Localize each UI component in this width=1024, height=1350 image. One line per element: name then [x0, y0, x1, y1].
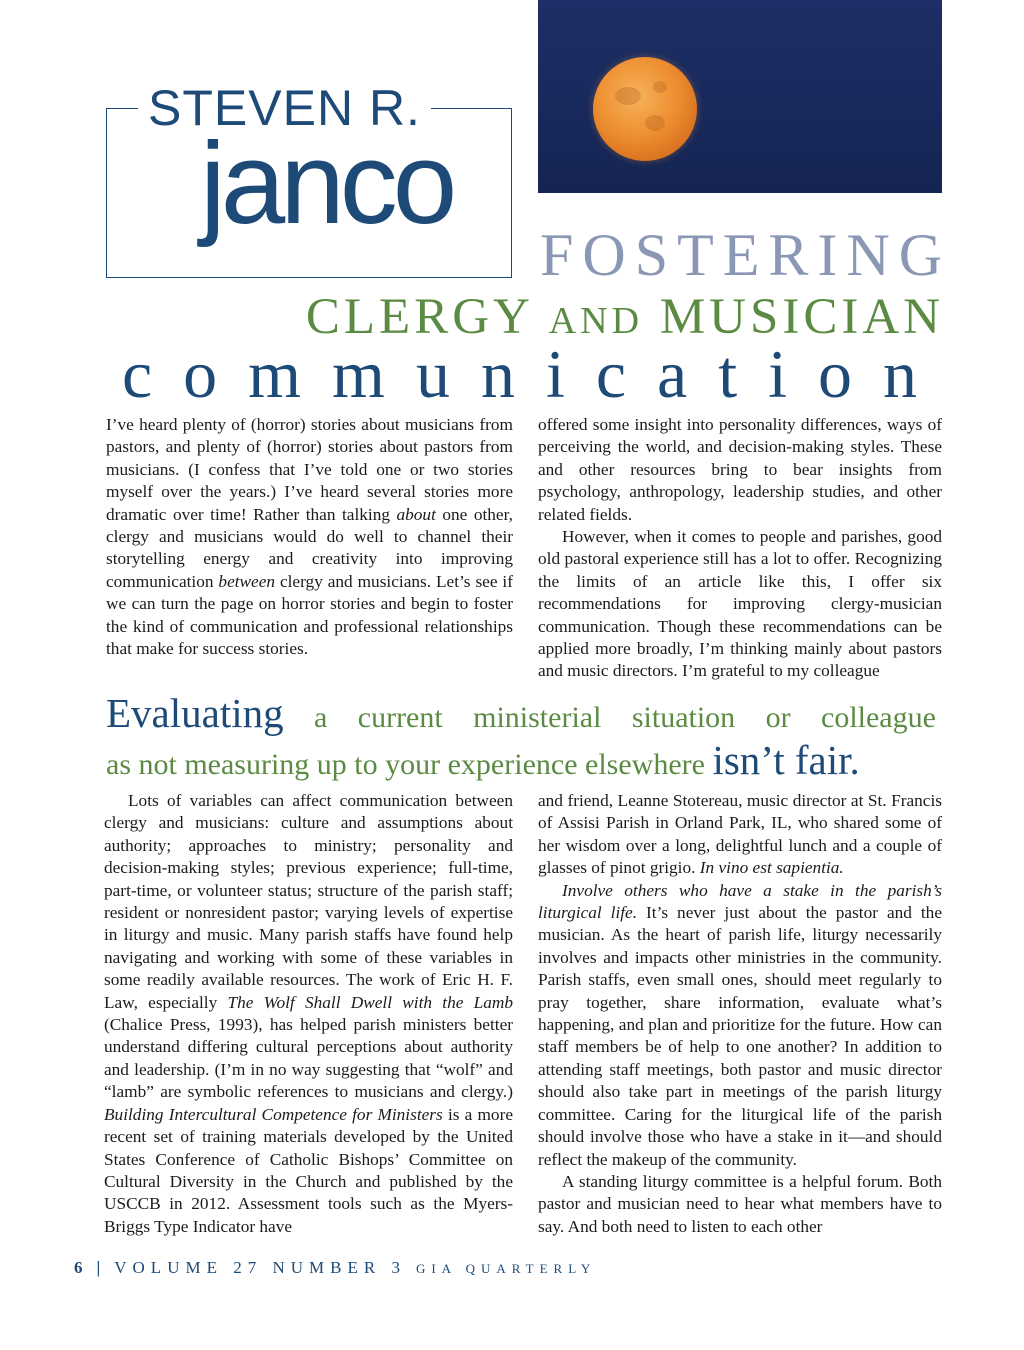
- paragraph: However, when it comes to people and parishes, good old pastoral experience still has a lot to offer. Recognizing the limits of an article like this, I offer six recommendations for improving clergy-musician communication. Though these recommendations can be applied more broadly, I’m thinking mainly about pastors and music directors. I’m grateful to my colleague: [538, 527, 942, 681]
- title-word-clergy: CLERGY: [305, 289, 532, 345]
- paragraph: Involve others who have a stake in the parish’s liturgical life. It’s never just about the pastor and the musician. As the heart of parish life, liturgy necessarily involves and impacts other ministries in the community. Parish staffs, even small ones, should meet regularly to pray together, share information, evaluate what’s happening, and plan and prioritize for the future. How can staff members be of help to one another? In addition to attending staff meetings, both pastor and music director should also take part in meetings of the parish liturgy committee. Caring for the liturgical life of the parish should involve those who have a stake in it—and should reflect the makeup of the community.: [538, 880, 942, 1169]
- footer-publication: GIA QUARTERLY: [415, 1261, 597, 1276]
- pull-quote-lead-word: Evaluating: [106, 690, 284, 736]
- body-column-right: [538, 790, 942, 1238]
- title-word-and: AND: [548, 300, 644, 342]
- title-line-communication: communication: [121, 336, 948, 412]
- pull-quote-line-1: [106, 692, 936, 739]
- paragraph: offered some insight into personality differences, ways of perceiving the world, and decision-making styles. These and other resources bring to bear insights from psychology, anthropology, leadership studies, and other related fields.: [538, 415, 942, 524]
- pull-quote-word: situation: [631, 701, 736, 734]
- author-last-name: janco: [200, 118, 453, 248]
- pull-quote-text: as not measuring up to your experience elsewhere: [106, 748, 705, 781]
- footer-separator: |: [96, 1258, 101, 1277]
- author-first-name: STEVEN R.: [138, 80, 431, 136]
- pull-quote-line-2: [106, 739, 936, 786]
- pull-quote-word: current: [357, 701, 443, 734]
- pull-quote-word: colleague: [821, 701, 936, 734]
- intro-column-right: [538, 414, 942, 683]
- title-word-musician: MUSICIAN: [659, 289, 944, 345]
- page-footer: [74, 1258, 596, 1278]
- body-column-left: [104, 790, 513, 1238]
- paragraph: A standing liturgy committee is a helpful forum. Both pastor and musician need to hear what members have to say. And both need to listen to each other: [538, 1171, 942, 1236]
- footer-volume: VOLUME 27 NUMBER 3: [114, 1258, 406, 1277]
- paragraph: I’ve heard plenty of (horror) stories about musicians from pastors, and plenty of (horror) stories about pastors from musicians. (I confess that I’ve told one or two stories myself over the years.) I’ve heard several stories more dramatic over time! Rather than talking about one other, clergy and musicians would do well to channel their storytelling energy and creativity into improving communication between clergy and musicians. Let’s see if we can turn the page on horror stories and begin to foster the kind of communication and professional relationships that make for success stories.: [106, 415, 513, 659]
- moon-icon: [593, 57, 697, 161]
- pull-quote-word: a: [314, 701, 328, 734]
- pull-quote-end: isn’t fair.: [712, 737, 860, 783]
- pull-quote-word: or: [765, 701, 791, 734]
- pull-quote: [106, 692, 936, 786]
- pull-quote-word: ministerial: [473, 701, 602, 734]
- page-number: 6: [74, 1258, 83, 1277]
- paragraph: and friend, Leanne Stotereau, music director at St. Francis of Assisi Parish in Orland Park, IL, who shared some of her wisdom over a long, delightful lunch and a couple of glasses of pinot grigio. In vino est sapientia.: [538, 791, 942, 878]
- intro-column-left: [106, 414, 513, 660]
- moon-photo: [538, 0, 942, 193]
- title-line-fostering: FOSTERING: [540, 222, 952, 288]
- paragraph: Lots of variables can affect communication between clergy and musicians: culture and assumptions about authority; approaches to ministry; personality and decision-making styles; previous experience; full-time, part-time, or volunteer status; structure of the parish staff; resident or nonresident pastor; varying levels of expertise in liturgy and music. Many parish staffs have found help navigating and working with some of these variables in some readily available resources. The work of Eric H. F. Law, especially The Wolf Shall Dwell with the Lamb (Chalice Press, 1993), has helped parish ministers better understand differing cultural perceptions about authority and leadership. (I’m in no way suggesting that “wolf” and “lamb” are symbolic references to musicians and clergy.) Building Intercultural Competence for Ministers is a more recent set of training materials developed by the United States Conference of Catholic Bishops’ Committee on Cultural Diversity in the Church and published by the USCCB in 2012. Assessment tools such as the Myers-Briggs Type Indicator have: [104, 791, 514, 1236]
